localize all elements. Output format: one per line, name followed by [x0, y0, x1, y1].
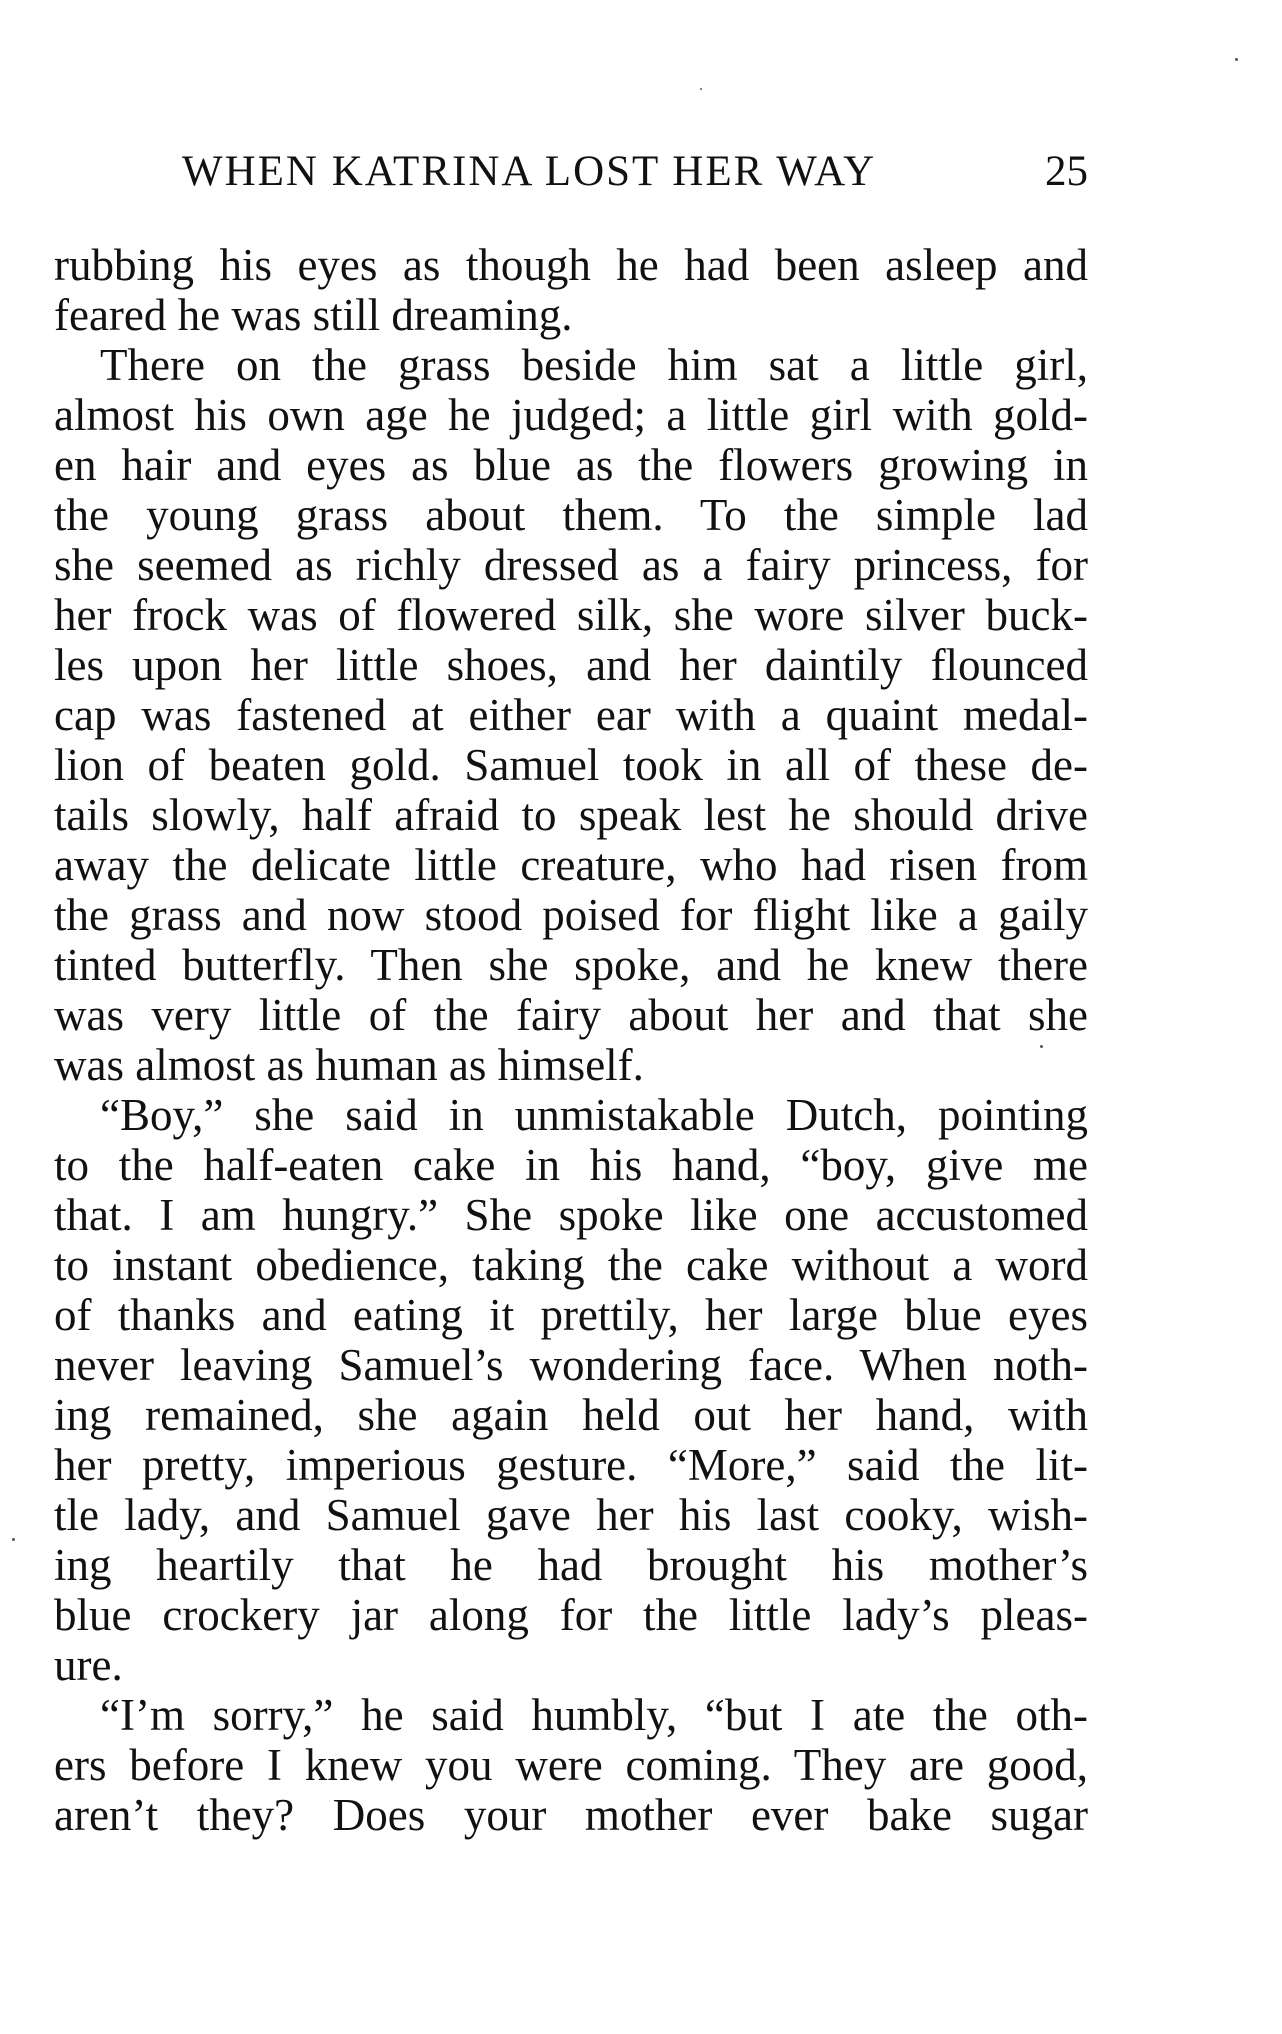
text-line: rubbing his eyes as though he had been asleep and [54, 240, 1088, 290]
text-line: ing remained, she again held out her hand, with [54, 1390, 1088, 1440]
text-line: the young grass about them. To the simple lad [54, 490, 1088, 540]
text-line: tle lady, and Samuel gave her his last cooky, wish- [54, 1490, 1088, 1540]
text-line: was almost as human as himself. [54, 1040, 644, 1090]
text-line: “Boy,” she said in unmistakable Dutch, pointing [100, 1090, 1088, 1140]
text-line: “I’m sorry,” he said humbly, “but I ate the oth- [100, 1690, 1088, 1740]
text-line: ure. [54, 1640, 123, 1690]
text-line: ing heartily that he had brought his mother’s [54, 1540, 1088, 1590]
text-line: tinted butterfly. Then she spoke, and he knew there [54, 940, 1088, 990]
running-title: WHEN KATRINA LOST HER WAY [182, 148, 877, 195]
page-number: 25 [1045, 148, 1088, 195]
scan-speck [12, 1538, 15, 1541]
text-line: her frock was of flowered silk, she wore silver buck- [54, 590, 1088, 640]
text-line: away the delicate little creature, who had risen from [54, 840, 1088, 890]
text-line: ers before I knew you were coming. They are good, [54, 1740, 1088, 1790]
text-line: en hair and eyes as blue as the flowers growing in [54, 440, 1088, 490]
text-line: tails slowly, half afraid to speak lest he should drive [54, 790, 1088, 840]
text-line: the grass and now stood poised for flight like a gaily [54, 890, 1088, 940]
text-line: les upon her little shoes, and her daintily flounced [54, 640, 1088, 690]
text-line: that. I am hungry.” She spoke like one accustomed [54, 1190, 1088, 1240]
text-line: lion of beaten gold. Samuel took in all of these de- [54, 740, 1088, 790]
text-line: her pretty, imperious gesture. “More,” said the lit- [54, 1440, 1088, 1490]
text-line: never leaving Samuel’s wondering face. When noth- [54, 1340, 1088, 1390]
text-line: almost his own age he judged; a little girl with gold- [54, 390, 1088, 440]
body-text [54, 240, 1088, 1840]
text-line: of thanks and eating it prettily, her large blue eyes [54, 1290, 1088, 1340]
text-line: she seemed as richly dressed as a fairy princess, for [54, 540, 1088, 590]
scan-speck [1235, 58, 1238, 61]
running-head [54, 142, 1088, 202]
text-line: aren’t they? Does your mother ever bake sugar [54, 1790, 1088, 1840]
text-line: There on the grass beside him sat a little girl, [100, 340, 1088, 390]
text-line: to the half-eaten cake in his hand, “boy, give me [54, 1140, 1088, 1190]
text-line: was very little of the fairy about her and that she [54, 990, 1088, 1040]
text-line: blue crockery jar along for the little lady’s pleas- [54, 1590, 1088, 1640]
scan-speck [1040, 1045, 1043, 1048]
scan-speck [700, 88, 702, 90]
text-line: to instant obedience, taking the cake without a word [54, 1240, 1088, 1290]
text-line: cap was fastened at either ear with a quaint medal- [54, 690, 1088, 740]
text-line: feared he was still dreaming. [54, 290, 573, 340]
